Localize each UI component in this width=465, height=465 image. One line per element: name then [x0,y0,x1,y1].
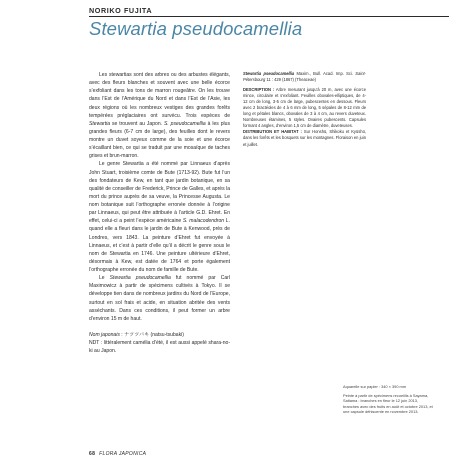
text-run: se trouvent au Japon. [110,120,164,127]
text-run: Les stewartias sont des arbres ou des arbustes élégants, avec des fleurs blanches et souvent avec une belle écorce s’exfoliant dans les tons de marron rougeâtre. On les trouve dans l’Est de l’Amérique du Nord et dans l’Est de l’Asie, les deux régions où les nombreux vestiges des grandes forêts tempérées préglaciaires ont survécu. Trois espèces de [89,72,230,119]
caption-specimen-note: Peinte à partir de spécimens recueillis à Sayama, Saitama : branches en fleur le 12 juin 2013, branches avec des fruits en août et octobre 2013, et une capsule déhiscente en novembre 2013. [343,392,433,415]
book-title: FLORA JAPONICA [99,451,147,457]
paragraph-intro [89,71,230,160]
text-run-italic: Stewartia pseudocamellia [109,275,171,282]
distribution-label: DISTRIBUTION ET HABITAT : [243,129,302,135]
japanese-name-value: : ナツツバキ (natsu-tsubaki) [119,331,184,338]
main-text-column [89,71,230,355]
spacer [89,323,230,331]
japanese-name-label: Nom japonais [89,331,120,338]
translator-note [89,339,230,355]
paragraph-cultivation [89,274,230,323]
distribution-paragraph [243,129,366,147]
author-name: NORIKO FUJITA [89,6,153,15]
description-label: DESCRIPTION : [243,87,275,93]
text-run-italic: S. malacodendron [182,218,225,225]
caption-medium: Aquarelle sur papier : 340 × 390 mm [343,384,407,389]
text-run-italic: S. pseudocamellia [163,120,206,127]
translator-note-value: : littéralement camélia d’été, il est aussi appelé shara-no-ki au Japon. [89,340,230,355]
botanical-description-column [243,71,366,148]
header-rule [89,16,449,17]
page-number: 68 [89,451,96,457]
paragraph-genus-history [89,160,230,274]
description-paragraph [243,87,366,129]
description-text: Arbre mesurant jusqu’à 20 m, avec une écorce mince, circulaire et s’exfoliant. Feuilles obovales-elliptiques, de 4-12 cm de long, 3-5 cm de large, pubescentes en dessous. Fleurs avec 2 bractéoles de 4 à 6 mm de long, 5 sépales de 8-12 mm de long et pétales blancs, obovales de 3 à 4 cm, au revers duveteux. Nombreuses étamines, 5 styles. Ovaires pubescents. Capsules formant 4 angles, d’environ 1,5 cm de diamètre, duveteuses. [243,87,366,129]
species-citation [243,71,366,83]
species-name: Stewartia pseudocamellia [243,71,295,76]
plate-caption [343,384,433,415]
text-run: Le genre Stewartia a été nommé par Linnaeus d’après John Stuart, troisième comte de Bute (1713-92). Bute fut l’un des fondateurs de Kew, en tant que jardin botanique, en sa qualité de conseiller de Frederick, Prince de Galles, et après la mort du prince auprès de sa veuve, la Princesse Augusta. Le nom botanique suit l’orthographe erronée donnée à l’origine par Linnaeus, qui peut être attribuée à l’article G.D. Ehret. En effet, celui-ci a peint l’espèce américaine [89,161,230,225]
page-title: Stewartia pseudocamellia [89,18,303,39]
page-footer [89,451,146,457]
distribution-text: Sur Honshū, Shikoku et Kyūshū, dans les forêts et les bosquets sur les montagnes. Floraison en juin et juillet. [243,129,366,147]
translator-note-label: NDT [89,340,100,346]
species-authority: Maxim., Bull. Acad. Imp. Sci. [294,71,356,76]
text-run-italic: Stewartia [89,120,111,127]
journal-name: Saint-Pétersbourg [243,71,366,83]
journal-reference: 11 : 429 (1867) (Theaceae) [265,77,316,83]
japanese-name [89,331,230,339]
text-run: à les plus grandes fleurs (6-7 cm de large), des feuilles dont le revers montre un duvet soyeux comme de la soie et une écorce s’écaillant bien, ce qui se traduit par une mosaïque de taches grises et brun-marron. [89,120,230,160]
text-run: fut nommé par Carl Maximowicz à partir de spécimens cultivés à Tokyo. Il se développe tien dans de nombreux jardins du Nord de l’Europe, surtout en sol frais et acide, en situation abritée des vents asséchants. Dans ces conditions, il peut former un arbre d’environ 15 m de haut. [89,275,230,322]
text-run: Le [99,275,110,282]
text-run: L. quand elle a fleuri dans le jardin de Bute à Kenwood, près de Londres, vers 1843. La peinture d’Ehret fut envoyée à Linnaeus, et c’est à partir d’elle qu’il a décrit le genre sous le nom de Stewartia en 1746. Une peinture ultérieure d’Ehret, désormais à Kew, est datée de 1764 et porte également l’orthographe erronée du nom de famille de Bute. [89,218,230,273]
